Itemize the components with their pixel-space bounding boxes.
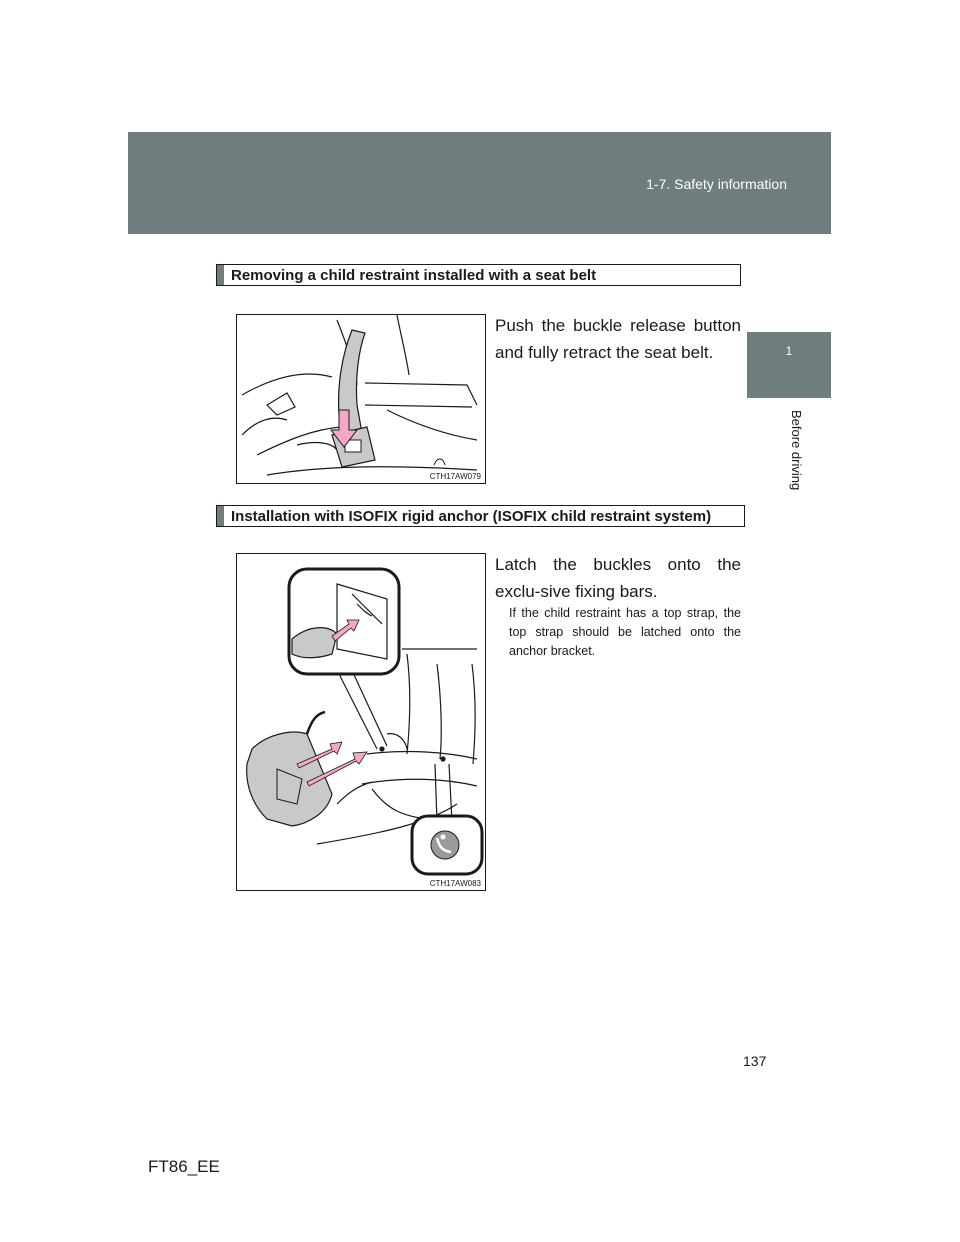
figure-isofix-install (236, 553, 486, 891)
isofix-illustration (237, 554, 485, 890)
chapter-number: 1 (785, 344, 793, 358)
note-text: If the child restraint has a top strap, the top strap should be latched onto the anchor bracket. (509, 606, 741, 658)
instruction-text: Push the buckle release button and fully retract the seat belt. (495, 316, 741, 362)
heading-text: Installation with ISOFIX rigid anchor (ISOFIX child restraint system) (231, 508, 712, 525)
header-band (128, 132, 831, 234)
figure-code: CTH17AW079 (429, 472, 481, 481)
heading-bar (217, 506, 224, 526)
page-number: 137 (743, 1053, 767, 1069)
section-heading-isofix (216, 505, 745, 527)
section-heading-removing (216, 264, 741, 286)
section-title: 1-7. Safety information (646, 176, 787, 192)
figure-seatbelt-release (236, 314, 486, 484)
instruction-text: Latch the buckles onto the exclu-sive fixing bars. (495, 555, 741, 601)
document-code: FT86_EE (148, 1157, 220, 1176)
chapter-tab (747, 332, 831, 398)
heading-bar (217, 265, 224, 285)
chapter-label: Before driving (789, 410, 804, 491)
heading-text: Removing a child restraint installed with a seat belt (231, 267, 597, 284)
seatbelt-illustration (237, 315, 485, 483)
figure-code: CTH17AW083 (429, 879, 481, 888)
